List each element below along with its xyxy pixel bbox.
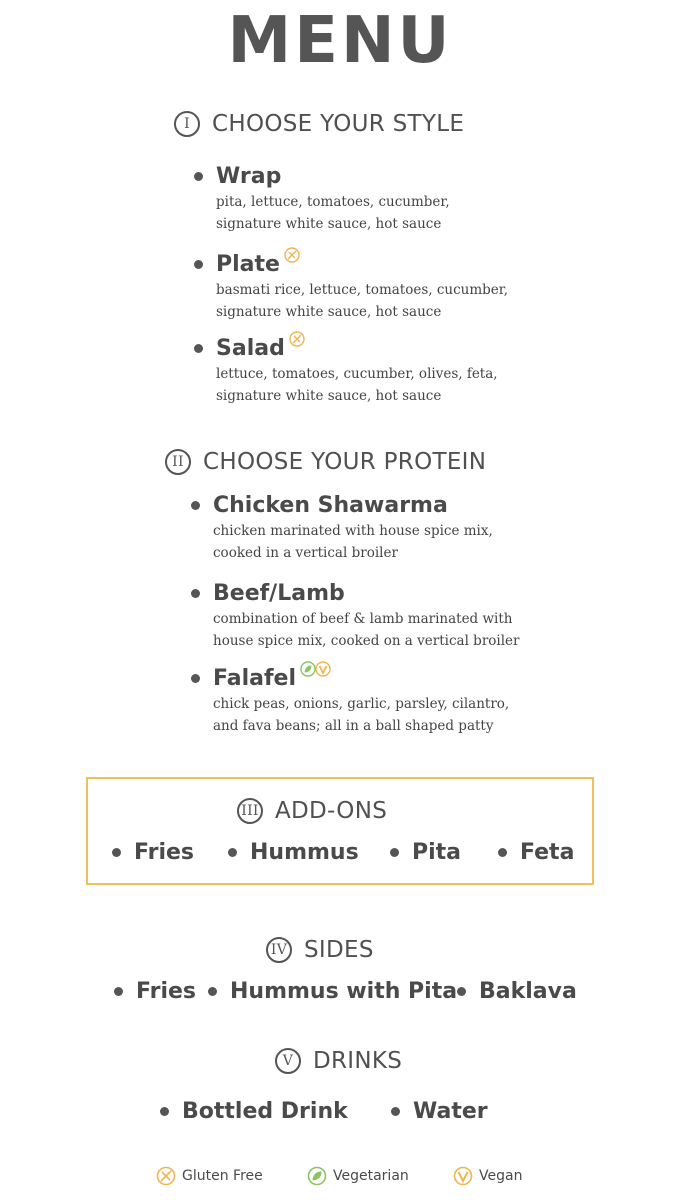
legend-label: Vegetarian bbox=[333, 1168, 409, 1184]
section-sides-heading bbox=[266, 937, 374, 963]
item-name: Hummus with Pita bbox=[230, 979, 458, 1004]
section-title: CHOOSE YOUR STYLE bbox=[212, 111, 465, 137]
menu-item-salad bbox=[194, 333, 498, 407]
item-name: Chicken Shawarma bbox=[213, 492, 448, 518]
side-item-baklava bbox=[457, 979, 577, 1004]
item-description: cooked in a vertical broiler bbox=[213, 545, 398, 561]
numeral-badge: V bbox=[275, 1048, 301, 1074]
bullet bbox=[114, 987, 123, 996]
menu-item-chicken-shawarma bbox=[191, 490, 493, 564]
legend-label: Vegan bbox=[479, 1168, 523, 1184]
addon-item-hummus bbox=[228, 840, 359, 865]
item-description: pita, lettuce, tomatoes, cucumber, bbox=[216, 194, 450, 210]
bullet bbox=[390, 848, 399, 857]
menu-item-plate bbox=[194, 249, 508, 323]
item-description: and fava beans; all in a ball shaped patty bbox=[213, 718, 494, 734]
section-title: CHOOSE YOUR PROTEIN bbox=[203, 449, 487, 475]
item-description: signature white sauce, hot sauce bbox=[216, 304, 442, 320]
numeral-badge: II bbox=[165, 449, 191, 475]
side-item-hummus-with-pita bbox=[208, 979, 457, 1004]
section-addons-heading bbox=[237, 798, 387, 824]
menu-title: MENU bbox=[227, 4, 453, 78]
vegetarian-icon bbox=[300, 661, 314, 675]
bullet bbox=[191, 674, 200, 683]
item-name: Water bbox=[413, 1099, 488, 1124]
section-title: DRINKS bbox=[313, 1048, 403, 1074]
item-name: Baklava bbox=[479, 979, 577, 1004]
section-drinks-heading bbox=[275, 1048, 402, 1074]
bullet bbox=[228, 848, 237, 857]
vegan-icon bbox=[315, 661, 329, 675]
item-name: Beef/Lamb bbox=[213, 580, 345, 606]
bullet bbox=[191, 501, 200, 510]
section-title: SIDES bbox=[304, 937, 374, 963]
addon-item-fries bbox=[112, 840, 194, 865]
side-item-fries bbox=[114, 979, 196, 1004]
item-description: signature white sauce, hot sauce bbox=[216, 216, 442, 232]
item-name: Wrap bbox=[216, 163, 282, 189]
bullet bbox=[457, 987, 466, 996]
drink-item-bottled-drink bbox=[160, 1099, 348, 1124]
item-name: Falafel bbox=[213, 665, 297, 691]
addon-item-feta bbox=[498, 840, 574, 865]
vegetarian-icon bbox=[307, 1166, 327, 1186]
item-description: lettuce, tomatoes, cucumber, olives, feta, bbox=[216, 366, 498, 382]
numeral-badge: I bbox=[174, 111, 200, 137]
item-name: Fries bbox=[134, 840, 195, 865]
item-name: Fries bbox=[136, 979, 197, 1004]
item-description: signature white sauce, hot sauce bbox=[216, 388, 442, 404]
item-name: Feta bbox=[520, 840, 575, 865]
addons-box bbox=[86, 777, 594, 885]
gluten-free-icon bbox=[284, 247, 298, 261]
item-name: Plate bbox=[216, 251, 280, 277]
item-name: Salad bbox=[216, 335, 285, 361]
numeral-badge: III bbox=[237, 798, 263, 824]
item-description: chicken marinated with house spice mix, bbox=[213, 523, 493, 539]
bullet bbox=[194, 260, 203, 269]
legend-vegan bbox=[453, 1166, 522, 1186]
vegan-icon bbox=[453, 1166, 473, 1186]
menu-item-wrap bbox=[194, 161, 450, 235]
bullet bbox=[498, 848, 507, 857]
item-name: Hummus bbox=[250, 840, 359, 865]
bullet bbox=[194, 344, 203, 353]
menu-item-falafel bbox=[191, 663, 509, 737]
bullet bbox=[208, 987, 217, 996]
item-name: Bottled Drink bbox=[182, 1099, 348, 1124]
item-name: Pita bbox=[412, 840, 462, 865]
section-style-heading bbox=[174, 111, 464, 137]
item-description: house spice mix, cooked on a vertical broiler bbox=[213, 633, 520, 649]
gluten-free-icon bbox=[156, 1166, 176, 1186]
bullet bbox=[194, 172, 203, 181]
legend-label: Gluten Free bbox=[182, 1168, 263, 1184]
bullet bbox=[391, 1107, 400, 1116]
gluten-free-icon bbox=[289, 331, 303, 345]
legend-gluten-free bbox=[156, 1166, 263, 1186]
numeral-badge: IV bbox=[266, 937, 292, 963]
section-protein-heading bbox=[165, 449, 486, 475]
section-title: ADD-ONS bbox=[275, 798, 388, 824]
item-description: basmati rice, lettuce, tomatoes, cucumber, bbox=[216, 282, 509, 298]
bullet bbox=[112, 848, 121, 857]
bullet bbox=[160, 1107, 169, 1116]
item-description: chick peas, onions, garlic, parsley, cilantro, bbox=[213, 696, 510, 712]
addon-item-pita bbox=[390, 840, 461, 865]
drink-item-water bbox=[391, 1099, 488, 1124]
bullet bbox=[191, 589, 200, 598]
legend-vegetarian bbox=[307, 1166, 409, 1186]
item-description: combination of beef & lamb marinated with bbox=[213, 611, 513, 627]
menu-item-beef-lamb bbox=[191, 578, 519, 652]
